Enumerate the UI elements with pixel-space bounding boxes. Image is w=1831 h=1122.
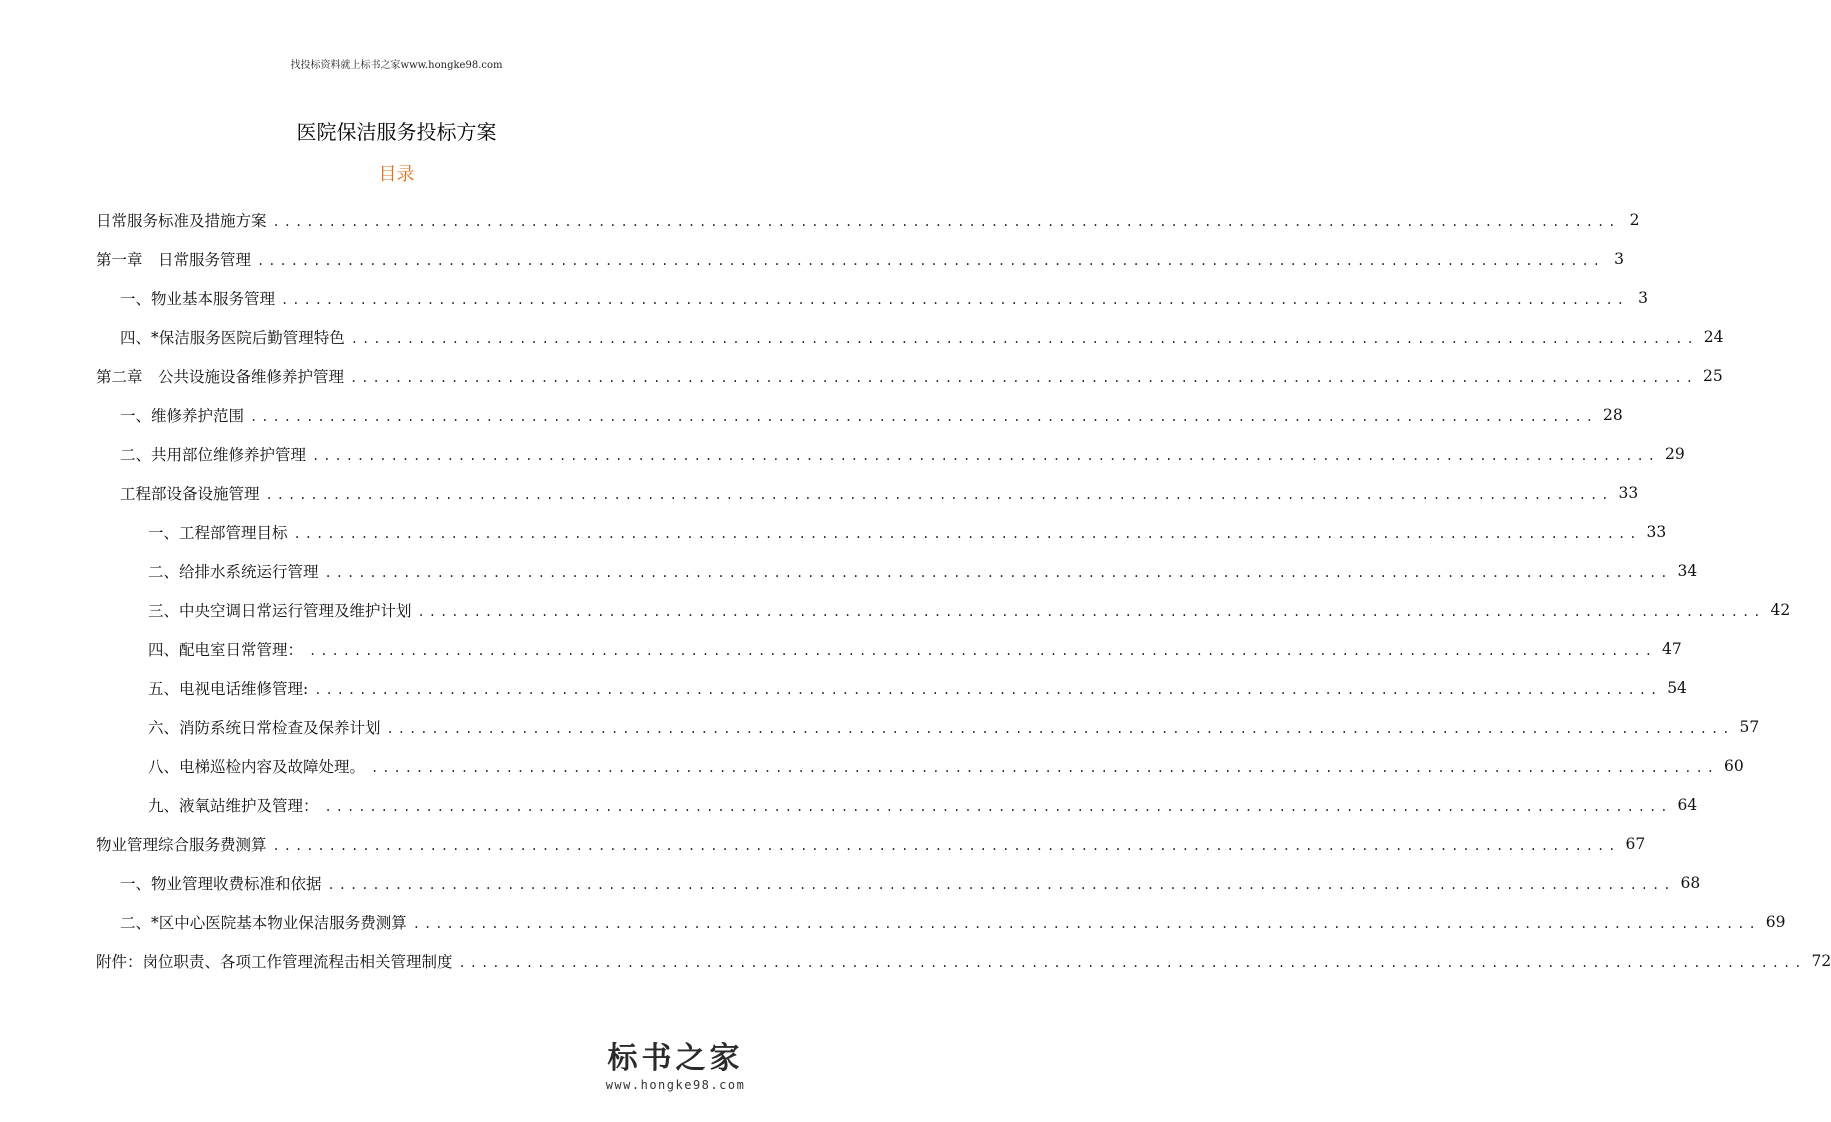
toc-entry[interactable] bbox=[96, 629, 1682, 668]
toc-heading: 目录 bbox=[378, 164, 415, 185]
toc-entry[interactable] bbox=[96, 317, 1724, 356]
toc-entry-page-number: 34 bbox=[1677, 561, 1698, 580]
toc-entry-page-number: 3 bbox=[1638, 288, 1648, 307]
toc-dot-leader: ........................................................................................................................ bbox=[458, 955, 1806, 970]
toc-entry-title: 二、*区中心医院基本物业保洁服务费测算 bbox=[120, 913, 407, 932]
toc-dot-leader: ........................................................................................................................ bbox=[412, 916, 1760, 931]
toc-dot-leader: ........................................................................................................................ bbox=[314, 682, 1662, 697]
toc-entry-title: 九、液氧站维护及管理： bbox=[148, 796, 319, 815]
toc-entry-title: 一、物业管理收费标准和依据 bbox=[120, 874, 322, 893]
toc-entry-title: 四、*保洁服务医院后勤管理特色 bbox=[120, 328, 345, 347]
toc-entry-page-number: 2 bbox=[1629, 210, 1640, 229]
toc-entry[interactable] bbox=[96, 590, 1791, 629]
toc-dot-leader: ........................................................................................................................ bbox=[257, 253, 1604, 268]
toc-entry-title: 八、电梯巡检内容及故障处理。 bbox=[148, 757, 366, 776]
toc-entry-page-number: 28 bbox=[1602, 405, 1623, 424]
toc-entry-page-number: 68 bbox=[1680, 873, 1701, 892]
toc-entry[interactable] bbox=[96, 512, 1667, 551]
toc-entry-page-number: 57 bbox=[1739, 717, 1760, 736]
logo-url: www.hongke98.com bbox=[605, 1078, 746, 1092]
toc-entry[interactable] bbox=[96, 941, 1831, 980]
toc-entry-page-number: 72 bbox=[1811, 951, 1831, 970]
toc-entry-page-number: 69 bbox=[1765, 912, 1786, 931]
toc-dot-leader: ........................................................................................................................ bbox=[250, 409, 1597, 424]
toc-entry-page-number: 25 bbox=[1702, 366, 1723, 385]
toc-dot-leader: ........................................................................................................................ bbox=[386, 721, 1734, 736]
toc-entry-title: 二、给排水系统运行管理 bbox=[148, 562, 319, 581]
toc-entry-title: 一、维修养护范围 bbox=[120, 406, 245, 425]
toc-entry[interactable] bbox=[96, 785, 1698, 824]
toc-entry[interactable] bbox=[96, 473, 1639, 512]
toc-dot-leader: ........................................................................................................................ bbox=[327, 877, 1675, 892]
toc-entry-title: 第一章 日常服务管理 bbox=[96, 250, 252, 269]
toc-entry-title: 物业管理综合服务费测算 bbox=[96, 835, 267, 854]
brand-logo bbox=[588, 1042, 763, 1092]
toc-entry[interactable] bbox=[96, 434, 1685, 473]
toc-entry-title: 三、中央空调日常运行管理及维护计划 bbox=[148, 601, 412, 620]
toc-entry-title: 五、电视电话维修管理: bbox=[148, 679, 309, 698]
toc-entry-page-number: 29 bbox=[1664, 444, 1685, 463]
toc-entry-page-number: 3 bbox=[1614, 249, 1624, 268]
toc-entry[interactable] bbox=[96, 395, 1623, 434]
toc-entry-page-number: 67 bbox=[1625, 834, 1646, 853]
toc-dot-leader: ........................................................................................................................ bbox=[324, 799, 1672, 814]
toc-dot-leader: ........................................................................................................................ bbox=[350, 331, 1698, 346]
toc-entry[interactable] bbox=[96, 356, 1723, 395]
toc-entry-page-number: 42 bbox=[1770, 600, 1791, 619]
toc-entry-page-number: 33 bbox=[1646, 522, 1667, 541]
toc-dot-leader: ........................................................................................................................ bbox=[265, 487, 1613, 502]
document-title: 医院保洁服务投标方案 bbox=[296, 120, 497, 144]
toc-dot-leader: ........................................................................................................................ bbox=[371, 760, 1718, 775]
toc-entry-title: 附件：岗位职责、各项工作管理流程击相关管理制度 bbox=[96, 952, 453, 971]
toc-entry-title: 一、物业基本服务管理 bbox=[120, 289, 276, 308]
logo-title: 标书之家 bbox=[607, 1041, 744, 1076]
toc-entry[interactable] bbox=[96, 239, 1624, 278]
toc-dot-leader: ........................................................................................................................ bbox=[309, 643, 1656, 658]
toc-dot-leader: ........................................................................................................................ bbox=[312, 448, 1659, 463]
toc-entry[interactable] bbox=[96, 824, 1646, 863]
toc-entry[interactable] bbox=[96, 746, 1744, 785]
toc-dot-leader: ........................................................................................................................ bbox=[350, 370, 1697, 385]
toc-entry-title: 第二章 公共设施设备维修养护管理 bbox=[96, 367, 345, 386]
toc-entry-page-number: 54 bbox=[1667, 678, 1687, 697]
page-header-text: 找投标资料就上标书之家www.hongke98.com bbox=[290, 60, 503, 71]
toc-entry[interactable] bbox=[96, 278, 1648, 317]
toc-entry-page-number: 60 bbox=[1723, 756, 1744, 775]
toc-dot-leader: ........................................................................................................................ bbox=[324, 565, 1672, 580]
toc-dot-leader: ........................................................................................................................ bbox=[272, 838, 1620, 853]
table-of-contents bbox=[96, 200, 1831, 980]
toc-dot-leader: ........................................................................................................................ bbox=[272, 214, 1620, 229]
toc-entry[interactable] bbox=[96, 707, 1760, 746]
toc-entry-title: 六、消防系统日常检查及保养计划 bbox=[148, 718, 381, 737]
toc-entry-page-number: 47 bbox=[1661, 639, 1682, 658]
toc-entry-title: 四、配电室日常管理： bbox=[148, 640, 304, 659]
toc-dot-leader: ........................................................................................................................ bbox=[293, 526, 1641, 541]
toc-entry-page-number: 33 bbox=[1618, 483, 1639, 502]
toc-dot-leader: ........................................................................................................................ bbox=[281, 292, 1628, 307]
toc-entry[interactable] bbox=[96, 668, 1687, 707]
toc-entry-title: 一、工程部管理目标 bbox=[148, 523, 288, 542]
toc-entry[interactable] bbox=[96, 551, 1698, 590]
toc-dot-leader: ........................................................................................................................ bbox=[417, 604, 1765, 619]
toc-entry[interactable] bbox=[96, 200, 1640, 239]
toc-entry[interactable] bbox=[96, 863, 1701, 902]
toc-entry-title: 二、共用部位维修养护管理 bbox=[120, 445, 307, 464]
toc-entry-page-number: 64 bbox=[1677, 795, 1698, 814]
toc-entry-title: 日常服务标准及措施方案 bbox=[96, 211, 267, 230]
toc-entry-page-number: 24 bbox=[1703, 327, 1724, 346]
toc-entry-title: 工程部设备设施管理 bbox=[120, 484, 260, 503]
toc-entry[interactable] bbox=[96, 902, 1786, 941]
